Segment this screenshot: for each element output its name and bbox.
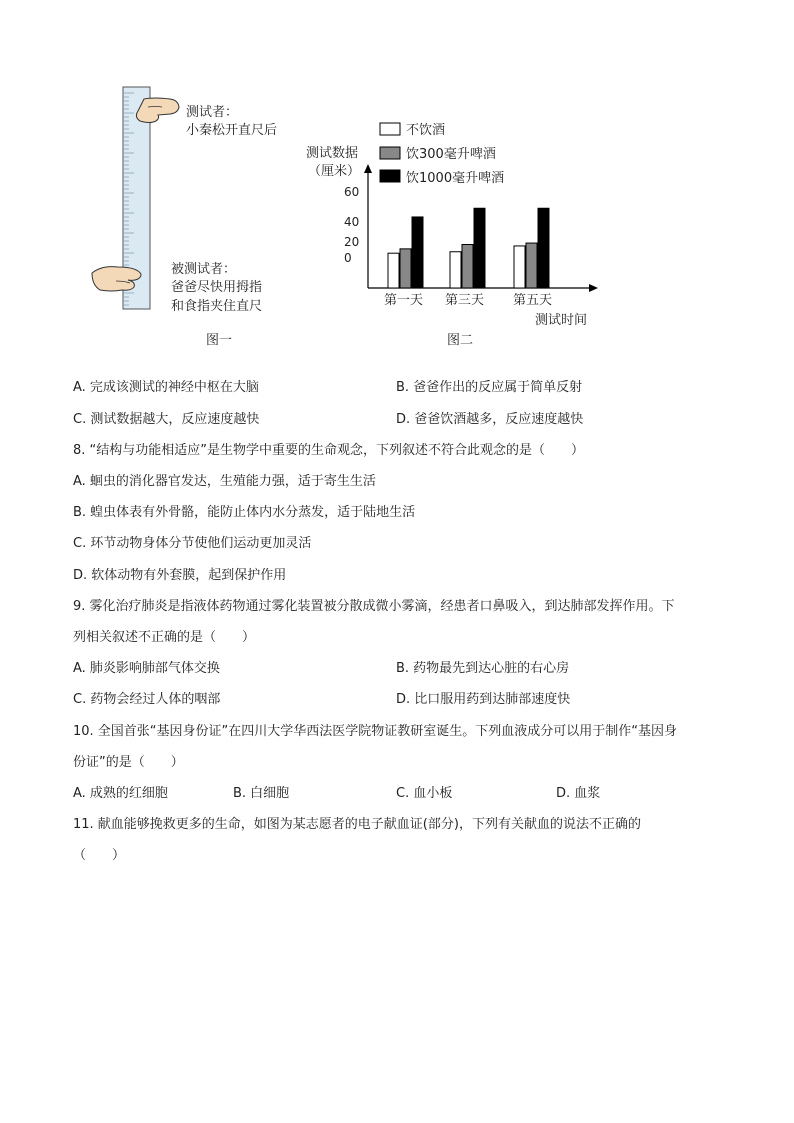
y-tick-20: 20	[344, 235, 360, 249]
q9-option-d: D. 比口服用药到达肺部速度快	[396, 692, 571, 707]
q9-option-c: C. 药物会经过人体的咽部	[73, 692, 221, 707]
legend-swatch-no-alcohol	[380, 123, 400, 135]
y-tick-0: 0	[344, 251, 352, 265]
testee-label: 被测试者：	[171, 262, 237, 277]
figure-1-caption: 图一	[206, 333, 233, 348]
legend-label-no-alcohol: 不饮酒	[406, 123, 446, 138]
q10-option-d: D. 血浆	[556, 786, 601, 801]
legend-swatch-300ml	[380, 147, 400, 159]
chart-legend	[380, 123, 504, 186]
legend-label-300ml: 饮300毫升啤酒	[406, 147, 496, 162]
q8-stem: 8. “结构与功能相适应”是生物学中重要的生命观念，下列叙述不符合此观念的是（ ）	[73, 443, 585, 458]
bar-1000ml-2	[474, 208, 485, 288]
x-tick-day5: 第五天	[513, 293, 553, 308]
q9-stem-line1: 9. 雾化治疗肺炎是指液体药物通过雾化装置被分散成微小雾滴，经患者口鼻吸入，到达肺部发挥作用。下	[73, 599, 675, 614]
y-tick-60: 60	[344, 185, 360, 199]
q8-option-b: B. 蝗虫体表有外骨骼，能防止体内水分蒸发，适于陆地生活	[73, 505, 416, 520]
testee-hand-icon	[92, 267, 141, 291]
testee-description-line2: 和食指夹住直尺	[171, 299, 263, 314]
bar-chart	[300, 112, 610, 332]
chart-bars	[388, 208, 549, 288]
q7-option-b: B. 爸爸作出的反应属于简单反射	[396, 380, 583, 395]
bar-no-alcohol-1	[388, 253, 399, 288]
legend-swatch-1000ml	[380, 170, 400, 182]
q7-option-d: D. 爸爸饮酒越多，反应速度越快	[396, 412, 584, 427]
bar-300ml-1	[400, 249, 411, 288]
q8-option-c: C. 环节动物身体分节使他们运动更加灵活	[73, 536, 312, 551]
q7-option-a: A. 完成该测试的神经中枢在大脑	[73, 380, 259, 395]
figure-2-caption: 图二	[447, 333, 474, 348]
q8-option-d: D. 软体动物有外套膜，起到保护作用	[73, 568, 287, 583]
y-tick-40: 40	[344, 215, 360, 229]
q8-option-a: A. 蛔虫的消化器官发达，生殖能力强，适于寄生生活	[73, 474, 376, 489]
q9-option-a: A. 肺炎影响肺部气体交换	[73, 661, 220, 676]
legend-label-1000ml: 饮1000毫升啤酒	[406, 171, 505, 186]
q10-stem-line2: 份证”的是（ ）	[73, 755, 184, 770]
bar-300ml-2	[462, 245, 473, 289]
q11-stem-line2: （ ）	[73, 848, 126, 863]
bar-300ml-3	[526, 243, 537, 288]
bar-no-alcohol-2	[450, 252, 461, 288]
x-tick-day3: 第三天	[445, 293, 485, 308]
x-tick-day1: 第一天	[384, 293, 424, 308]
bar-no-alcohol-3	[514, 246, 525, 288]
tester-hand-icon	[136, 98, 179, 123]
q10-option-a: A. 成熟的红细胞	[73, 786, 168, 801]
q7-option-c: C. 测试数据越大，反应速度越快	[73, 412, 260, 427]
y-axis-label-line2: （厘米）	[308, 164, 361, 179]
q10-stem-line1: 10. 全国首张“基因身份证”在四川大学华西法医学院物证教研室诞生。下列血液成分可以用于制作“基因身	[73, 724, 678, 739]
y-axis-arrow-icon	[364, 164, 372, 173]
tester-label: 测试者：	[186, 105, 239, 120]
q10-option-b: B. 白细胞	[233, 786, 290, 801]
tester-description: 小秦松开直尺后	[186, 123, 278, 138]
q10-option-c: C. 血小板	[396, 786, 453, 801]
x-axis-arrow-icon	[589, 284, 598, 292]
testee-description-line1: 爸爸尽快用拇指	[171, 280, 263, 295]
bar-1000ml-3	[538, 208, 549, 288]
q9-option-b: B. 药物最先到达心脏的右心房	[396, 661, 570, 676]
q9-stem-line2: 列相关叙述不正确的是（ ）	[73, 630, 256, 645]
q11-stem-line1: 11. 献血能够挽救更多的生命，如图为某志愿者的电子献血证(部分)，下列有关献血的说法不正确的	[73, 817, 641, 832]
y-axis-label-line1: 测试数据	[306, 146, 359, 161]
bar-1000ml-1	[412, 217, 423, 288]
x-axis-label: 测试时间	[535, 313, 588, 328]
